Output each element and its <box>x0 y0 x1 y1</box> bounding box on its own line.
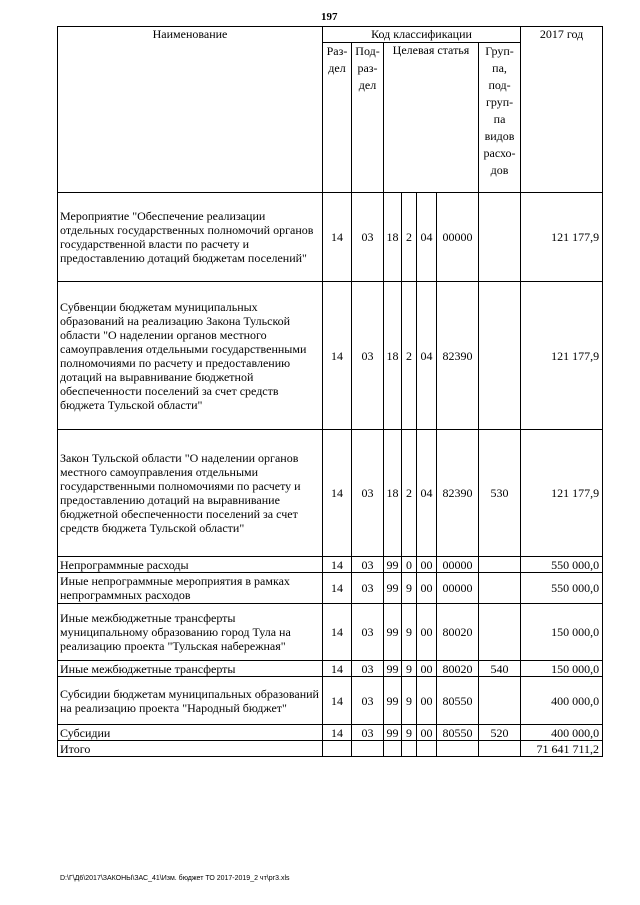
total-amount: 71 641 711,2 <box>521 741 603 757</box>
row-name: Иные межбюджетные трансферты муниципальному образованию город Тула на реализацию проекта "Тульская набережная" <box>58 604 323 661</box>
row-section: 14 <box>323 725 352 741</box>
row-target-direction: 80020 <box>437 604 479 661</box>
row-target-subprogram: 9 <box>402 604 417 661</box>
row-group: 530 <box>479 430 521 557</box>
row-target-subprogram: 2 <box>402 430 417 557</box>
row-group: 520 <box>479 725 521 741</box>
row-target-event: 04 <box>417 193 437 282</box>
table-row <box>58 193 603 282</box>
row-target-event: 00 <box>417 573 437 604</box>
row-section: 14 <box>323 557 352 573</box>
row-subsection: 03 <box>352 557 384 573</box>
row-group <box>479 193 521 282</box>
total-empty-cell <box>352 741 384 757</box>
total-empty-cell <box>384 741 402 757</box>
row-target-subprogram: 0 <box>402 557 417 573</box>
row-target-direction: 80550 <box>437 725 479 741</box>
header-target: Целевая статья <box>384 43 479 193</box>
row-group <box>479 573 521 604</box>
row-amount: 400 000,0 <box>521 725 603 741</box>
row-target-event: 00 <box>417 557 437 573</box>
row-subsection: 03 <box>352 282 384 430</box>
row-target-direction: 00000 <box>437 557 479 573</box>
row-target-direction: 00000 <box>437 573 479 604</box>
row-name: Иные межбюджетные трансферты <box>58 661 323 677</box>
row-target-program: 99 <box>384 573 402 604</box>
row-amount: 150 000,0 <box>521 604 603 661</box>
row-target-direction: 80020 <box>437 661 479 677</box>
header-classification: Код классификации <box>323 27 521 43</box>
row-subsection: 03 <box>352 430 384 557</box>
row-name: Закон Тульской области "О наделении органов местного самоуправления отдельными государственными полномочиями по расчету и предоставлению дотаций на выравнивание бюджетной обеспеченности поселений за счет средств бюджета Тульской области" <box>58 430 323 557</box>
row-amount: 550 000,0 <box>521 573 603 604</box>
header-group: Груп- па, под- груп- па видов расхо- дов <box>479 43 521 193</box>
row-name: Мероприятие "Обеспечение реализации отдельных государственных полномочий органов государственной власти по расчету и предоставлению дотаций бюджетам поселений" <box>58 193 323 282</box>
row-amount: 121 177,9 <box>521 193 603 282</box>
row-section: 14 <box>323 677 352 725</box>
row-target-subprogram: 9 <box>402 677 417 725</box>
row-section: 14 <box>323 604 352 661</box>
file-path-footer: D:\Г\Д6\2017\ЗАКОНЫ\ЗАС_41\Изм. бюджет ТО 2017-2019_2 чт\рг3.xls <box>60 875 290 882</box>
row-name: Субсидии бюджетам муниципальных образований на реализацию проекта "Народный бюджет" <box>58 677 323 725</box>
row-name: Субвенции бюджетам муниципальных образований на реализацию Закона Тульской области "О наделении органов местного самоуправления отдельными государственными полномочиями по расчету и предоставлению дотаций на выравнивание бюджетной обеспеченности поселений за счет средств бюджета Тульской области" <box>58 282 323 430</box>
row-section: 14 <box>323 573 352 604</box>
row-target-direction: 82390 <box>437 430 479 557</box>
row-name: Непрограммные расходы <box>58 557 323 573</box>
total-label: Итого <box>58 741 323 757</box>
row-target-event: 04 <box>417 282 437 430</box>
row-target-program: 99 <box>384 677 402 725</box>
row-subsection: 03 <box>352 573 384 604</box>
row-amount: 400 000,0 <box>521 677 603 725</box>
row-section: 14 <box>323 661 352 677</box>
row-target-subprogram: 9 <box>402 573 417 604</box>
table-row <box>58 725 603 741</box>
row-group <box>479 282 521 430</box>
table-row <box>58 282 603 430</box>
total-empty-cell <box>402 741 417 757</box>
row-amount: 121 177,9 <box>521 430 603 557</box>
row-group: 540 <box>479 661 521 677</box>
table-row <box>58 661 603 677</box>
row-target-direction: 80550 <box>437 677 479 725</box>
row-target-program: 99 <box>384 557 402 573</box>
row-group <box>479 604 521 661</box>
row-subsection: 03 <box>352 604 384 661</box>
row-target-program: 99 <box>384 604 402 661</box>
total-empty-cell <box>323 741 352 757</box>
total-empty-cell <box>437 741 479 757</box>
table-row <box>58 430 603 557</box>
header-year: 2017 год <box>521 27 603 193</box>
row-subsection: 03 <box>352 725 384 741</box>
row-target-subprogram: 2 <box>402 193 417 282</box>
table-row <box>58 677 603 725</box>
row-section: 14 <box>323 430 352 557</box>
header-name: Наименование <box>58 27 323 193</box>
row-target-program: 99 <box>384 725 402 741</box>
row-target-event: 00 <box>417 661 437 677</box>
row-target-subprogram: 9 <box>402 661 417 677</box>
row-subsection: 03 <box>352 193 384 282</box>
row-target-program: 99 <box>384 661 402 677</box>
row-amount: 121 177,9 <box>521 282 603 430</box>
row-target-program: 18 <box>384 193 402 282</box>
row-amount: 150 000,0 <box>521 661 603 677</box>
row-section: 14 <box>323 282 352 430</box>
total-empty-cell <box>479 741 521 757</box>
row-target-event: 00 <box>417 604 437 661</box>
budget-table <box>57 26 603 757</box>
table-row <box>58 604 603 661</box>
header-section: Раз- дел <box>323 43 352 193</box>
row-target-subprogram: 2 <box>402 282 417 430</box>
row-group <box>479 557 521 573</box>
row-section: 14 <box>323 193 352 282</box>
row-target-subprogram: 9 <box>402 725 417 741</box>
row-group <box>479 677 521 725</box>
row-name: Иные непрограммные мероприятия в рамках непрограммных расходов <box>58 573 323 604</box>
header-subsection: Под- раз- дел <box>352 43 384 193</box>
table-row <box>58 573 603 604</box>
total-empty-cell <box>417 741 437 757</box>
table-body <box>58 193 603 757</box>
row-target-direction: 00000 <box>437 193 479 282</box>
row-amount: 550 000,0 <box>521 557 603 573</box>
row-target-program: 18 <box>384 282 402 430</box>
row-target-event: 00 <box>417 725 437 741</box>
row-subsection: 03 <box>352 677 384 725</box>
row-name: Субсидии <box>58 725 323 741</box>
row-subsection: 03 <box>352 661 384 677</box>
page-number: 197 <box>321 11 338 23</box>
total-row <box>58 741 603 757</box>
row-target-event: 04 <box>417 430 437 557</box>
row-target-program: 18 <box>384 430 402 557</box>
row-target-direction: 82390 <box>437 282 479 430</box>
table-row <box>58 557 603 573</box>
row-target-event: 00 <box>417 677 437 725</box>
